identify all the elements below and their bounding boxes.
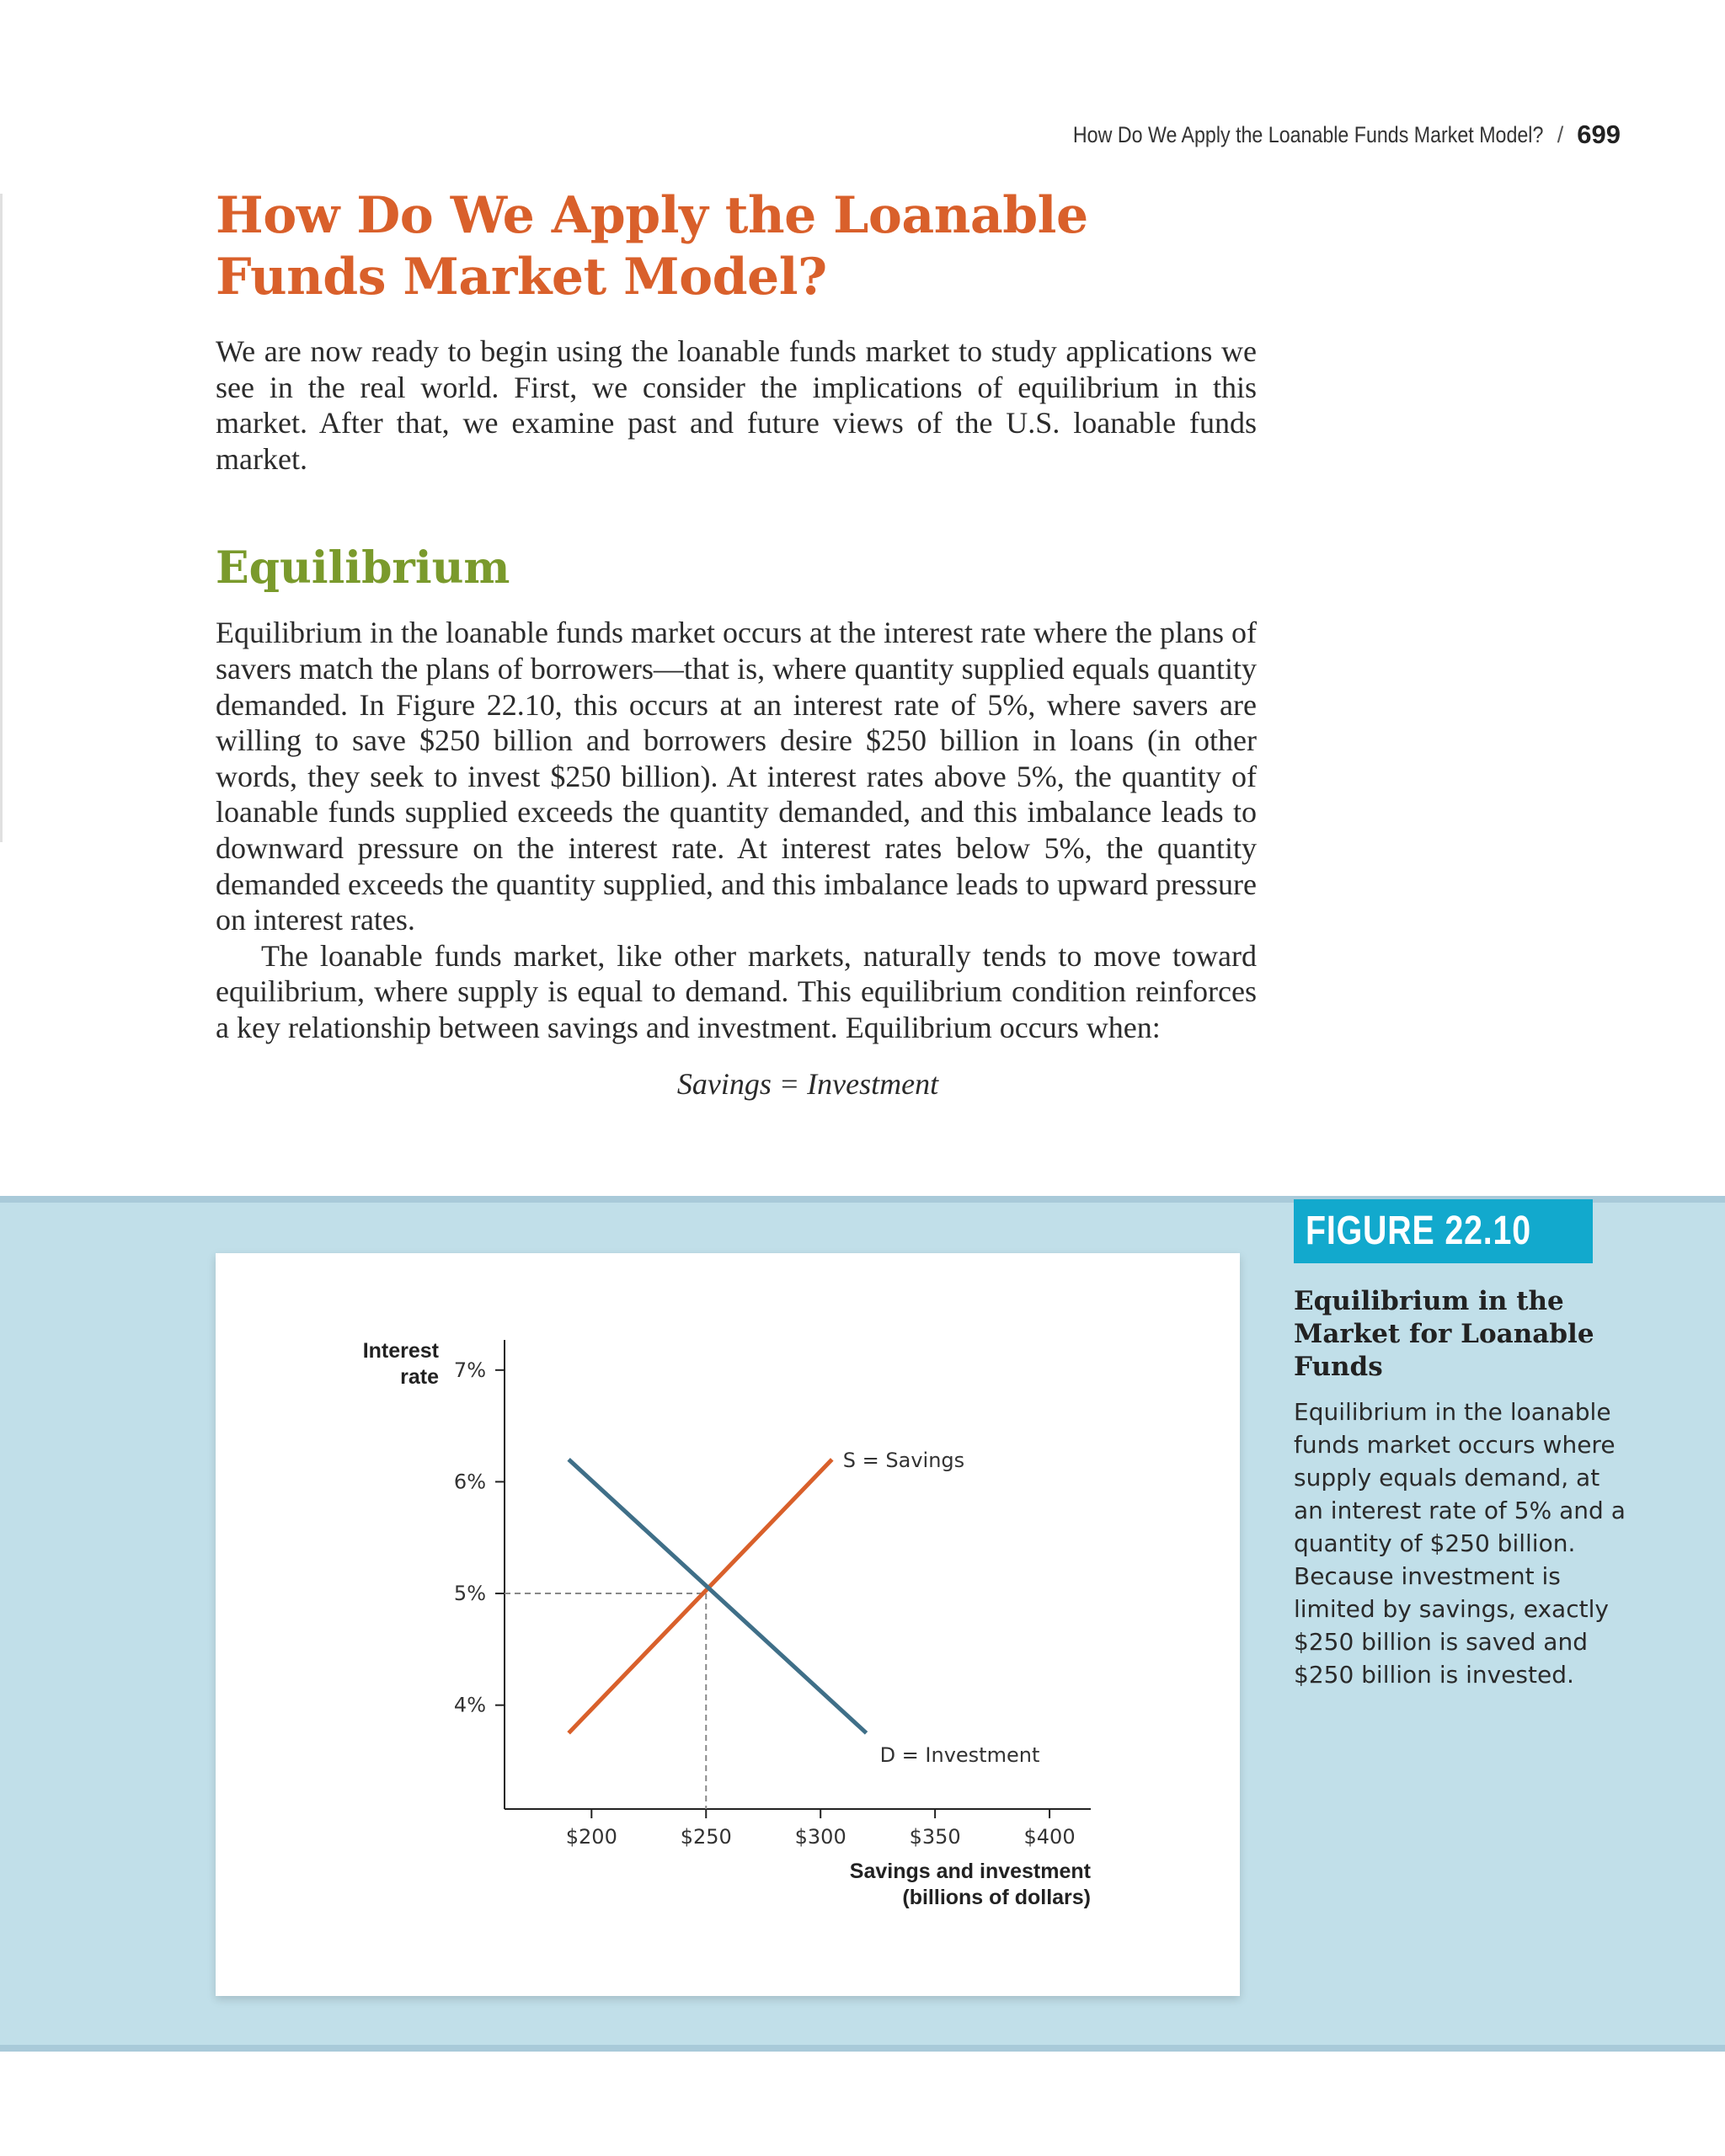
intro-paragraph: We are now ready to begin using the loanable funds market to study applications we see in the real world. First, we consider the implications of equilibrium in this market. After that, we examine past and future views of the U.S. loanable funds market. bbox=[216, 334, 1257, 476]
demand-curve-label: D = Investment bbox=[879, 1742, 1040, 1767]
main-content bbox=[216, 185, 1257, 1103]
x-tick-label: $350 bbox=[909, 1825, 961, 1849]
figure-label bbox=[1294, 1199, 1593, 1263]
figure-label-text: FIGURE 22.10 bbox=[1306, 1209, 1531, 1253]
page-edge-rule bbox=[0, 194, 3, 842]
equilibrium-guides bbox=[505, 1593, 706, 1809]
y-tick-label: 6% bbox=[453, 1470, 486, 1494]
y-tick-label: 5% bbox=[453, 1582, 486, 1606]
x-tick-label: $300 bbox=[794, 1825, 846, 1849]
figure-caption: Equilibrium in the loanable funds market occurs where supply equals demand, at an interest rate of 5% and a quantity of $250 billion. Because investment is limited by savings, exactly $250 billion is saved and $250 billion is invested. bbox=[1294, 1398, 1626, 1689]
supply-curve-label: S = Savings bbox=[842, 1448, 965, 1472]
loanable-funds-chart bbox=[216, 1253, 1240, 1996]
section-title-line2: Funds Market Model? bbox=[216, 248, 827, 307]
demand-curve bbox=[569, 1460, 866, 1733]
chart-labels bbox=[363, 1339, 1092, 1909]
y-tick-label: 7% bbox=[453, 1358, 486, 1382]
equation: Savings = Investment bbox=[676, 1066, 939, 1101]
supply-curve bbox=[569, 1460, 832, 1733]
x-axis-label-line2: (billions of dollars) bbox=[902, 1886, 1091, 1909]
running-head-title: How Do We Apply the Loanable Funds Market Model? bbox=[1073, 121, 1544, 147]
running-head-separator: / bbox=[1557, 121, 1564, 147]
chart-series bbox=[569, 1460, 866, 1733]
x-tick-label: $250 bbox=[680, 1825, 732, 1849]
figure-sidebar bbox=[1294, 1196, 1631, 1691]
figure-title: Equilibrium in the Market for Loanable Funds bbox=[1294, 1286, 1594, 1382]
page-number: 699 bbox=[1577, 120, 1621, 149]
section-title-line1: How Do We Apply the Loanable bbox=[216, 186, 1088, 245]
section-title bbox=[216, 185, 1257, 308]
y-axis-label-line2: rate bbox=[400, 1365, 439, 1389]
y-axis-label-line1: Interest bbox=[362, 1339, 439, 1363]
equilibrium-paragraph-2: The loanable funds market, like other markets, naturally tends to move toward equilibrium, where supply is equal to demand. This equilibrium condition reinforces a key relationship between savings and investment. Equilibrium occurs when: bbox=[216, 938, 1257, 1044]
y-tick-label: 4% bbox=[453, 1693, 486, 1717]
equilibrium-paragraph-1: Equilibrium in the loanable funds market occurs at the interest rate where the plans of savers match the plans of borrowers—that is, where quantity supplied equals quantity demanded. In Figure 22.10, this occurs at an interest rate of 5%, where savers are willing to save $250 billion and borrowers desire $250 billion in loans (in other words, they seek to invest $250 billion). At interest rates above 5%, the quantity of loanable funds supplied exceeds the quantity demanded, and this imbalance leads to downward pressure on the interest rate. At interest rates below 5%, the quantity demanded exceeds the quantity supplied, and this imbalance leads to upward pressure on interest rates. bbox=[216, 616, 1257, 937]
running-head bbox=[996, 118, 1621, 152]
subsection-title: Equilibrium bbox=[216, 542, 510, 595]
x-axis-label-line1: Savings and investment bbox=[849, 1860, 1091, 1883]
x-tick-label: $400 bbox=[1023, 1825, 1076, 1849]
figure-card bbox=[216, 1253, 1240, 1996]
x-tick-label: $200 bbox=[565, 1825, 617, 1849]
